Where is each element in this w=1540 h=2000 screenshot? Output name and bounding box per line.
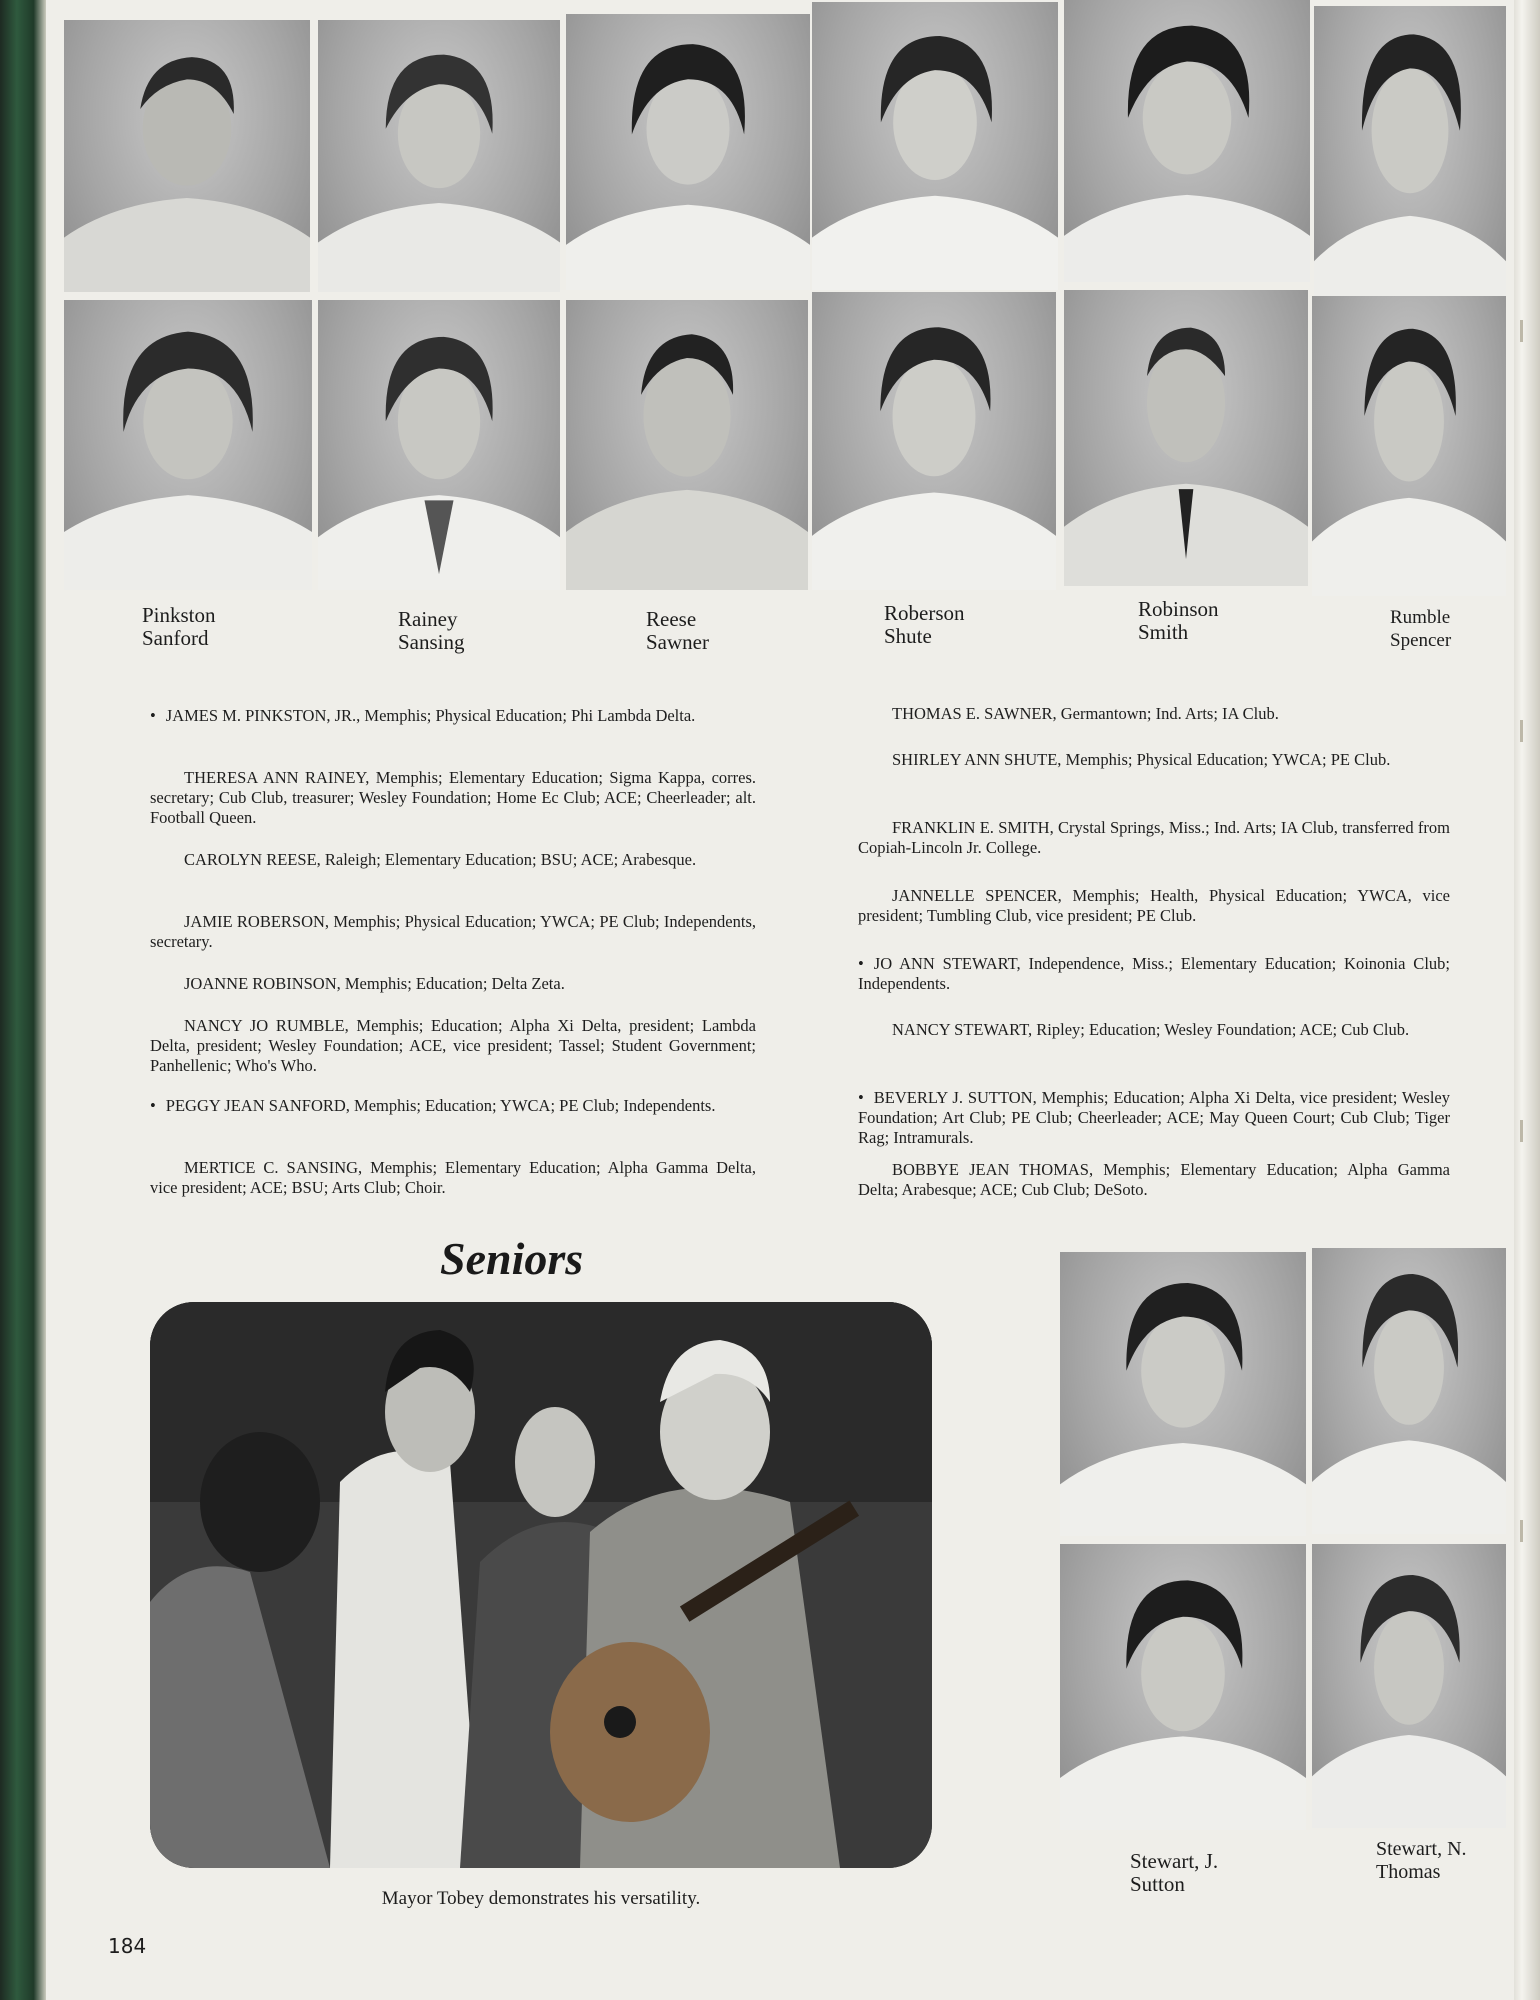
name-caption: Rainey Sansing bbox=[398, 607, 465, 654]
bio-entry: JANNELLE SPENCER, Memphis; Health, Physical Education; YWCA, vice president; Tumbling Club, vice president; PE Club. bbox=[858, 886, 1450, 925]
portrait-roberson bbox=[812, 2, 1058, 290]
bio-entry: • JAMES M. PINKSTON, JR., Memphis; Physical Education; Phi Lambda Delta. bbox=[150, 706, 696, 725]
bio-entry: • PEGGY JEAN SANFORD, Memphis; Education; YWCA; PE Club; Independents. bbox=[150, 1096, 716, 1115]
photo-caption: Mayor Tobey demonstrates his versatility. bbox=[381, 1888, 701, 1909]
binding-stitch bbox=[1520, 720, 1523, 742]
name-caption: Pinkston Sanford bbox=[142, 603, 216, 650]
portrait-smith bbox=[1064, 290, 1308, 586]
bio-entry: SHIRLEY ANN SHUTE, Memphis; Physical Education; YWCA; PE Club. bbox=[892, 750, 1391, 769]
portrait-shute bbox=[812, 292, 1056, 590]
bio-entry: CAROLYN REESE, Raleigh; Elementary Education; BSU; ACE; Arabesque. bbox=[184, 850, 697, 869]
portrait-thomas bbox=[1312, 1544, 1506, 1828]
name-caption: Robinson Smith bbox=[1138, 597, 1219, 644]
binding-stitch bbox=[1520, 1120, 1523, 1142]
bio-entry: THERESA ANN RAINEY, Memphis; Elementary Education; Sigma Kappa, corres. secretary; Cub Club, treasurer; Wesley Foundation; Home Ec Club; ACE; Cheerleader; alt. Football Queen. bbox=[150, 768, 756, 827]
portrait-sanford bbox=[64, 300, 312, 590]
bio-entry: NANCY JO RUMBLE, Memphis; Education; Alpha Xi Delta, president; Lambda Delta, president; Wesley Foundation; ACE, vice president; Tassel; Student Government; Panhellenic; Who's Who. bbox=[150, 1016, 756, 1075]
name-caption: Stewart, J. Sutton bbox=[1130, 1849, 1219, 1896]
name-caption: Reese Sawner bbox=[646, 607, 709, 654]
portrait-rainey bbox=[318, 20, 560, 292]
bio-entry: MERTICE C. SANSING, Memphis; Elementary Education; Alpha Gamma Delta, vice president; ACE; BSU; Arts Club; Choir. bbox=[150, 1158, 756, 1197]
portrait-stewart-n bbox=[1312, 1248, 1506, 1534]
portrait-sansing bbox=[318, 300, 560, 590]
portrait-rumble bbox=[1314, 6, 1506, 318]
name-caption: Stewart, N. Thomas bbox=[1376, 1838, 1467, 1883]
section-title: Seniors bbox=[440, 1233, 584, 1284]
portrait-sawner bbox=[566, 300, 808, 590]
bio-entry: NANCY STEWART, Ripley; Education; Wesley Foundation; ACE; Cub Club. bbox=[892, 1020, 1410, 1039]
binding-stitch bbox=[1520, 320, 1523, 342]
portrait-sutton bbox=[1060, 1544, 1306, 1830]
name-caption: Roberson Shute bbox=[884, 601, 965, 648]
bio-entry: JOANNE ROBINSON, Memphis; Education; Delta Zeta. bbox=[184, 974, 565, 993]
binding-stitch bbox=[1520, 1520, 1523, 1542]
bio-entry: BOBBYE JEAN THOMAS, Memphis; Elementary Education; Alpha Gamma Delta; Arabesque; ACE; Cub Club; DeSoto. bbox=[858, 1160, 1450, 1199]
portrait-stewart-j bbox=[1060, 1252, 1306, 1536]
portrait-spencer bbox=[1312, 296, 1506, 596]
bio-entry: • BEVERLY J. SUTTON, Memphis; Education; Alpha Xi Delta, vice president; Wesley Foundation; Art Club; PE Club; Cheerleader; ACE; May Queen Court; Cub Club; Tiger Rag; Intramurals. bbox=[858, 1088, 1450, 1147]
portrait-reese bbox=[566, 14, 810, 290]
bio-entry: FRANKLIN E. SMITH, Crystal Springs, Miss.; Ind. Arts; IA Club, transferred from Copiah-Lincoln Jr. College. bbox=[858, 818, 1450, 857]
page-number: 184 bbox=[108, 1934, 147, 1958]
bio-entry: • JO ANN STEWART, Independence, Miss.; Elementary Education; Koinonia Club; Independents. bbox=[858, 954, 1450, 993]
portrait-pinkston bbox=[64, 20, 310, 292]
portrait-robinson bbox=[1064, 0, 1310, 282]
book-binding bbox=[0, 0, 48, 2000]
bio-entry: THOMAS E. SAWNER, Germantown; Ind. Arts; IA Club. bbox=[892, 704, 1279, 723]
candid-photo bbox=[150, 1302, 932, 1868]
bio-entry: JAMIE ROBERSON, Memphis; Physical Education; YWCA; PE Club; Independents, secretary. bbox=[150, 912, 756, 951]
name-caption: Rumble Spencer bbox=[1390, 607, 1452, 651]
page-edge bbox=[1510, 0, 1540, 2000]
